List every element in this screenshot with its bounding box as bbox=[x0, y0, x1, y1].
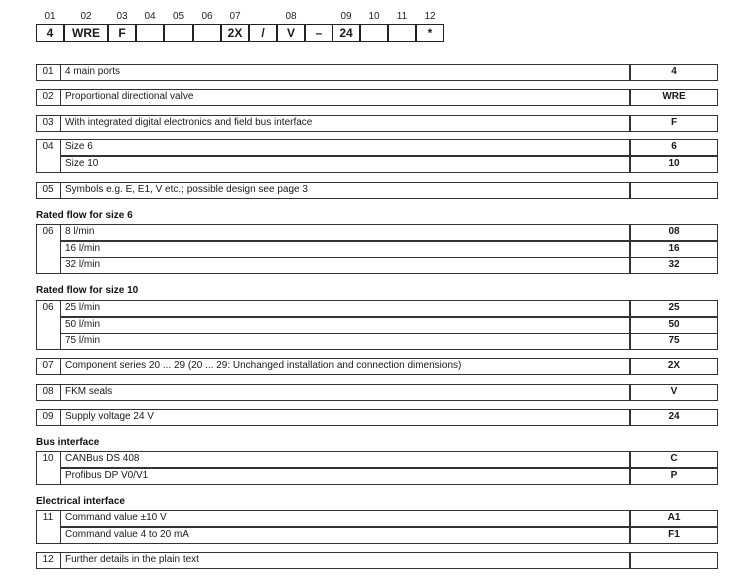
position-number: 06 bbox=[42, 226, 54, 237]
position-number: 10 bbox=[42, 453, 54, 464]
option-code-value: 50 bbox=[630, 317, 718, 334]
section-heading: Electrical interface bbox=[36, 496, 125, 507]
section-heading: Rated flow for size 6 bbox=[36, 210, 133, 221]
position-number: 09 bbox=[42, 411, 54, 422]
option-description: Command value 4 to 20 mA bbox=[60, 527, 630, 544]
option-description: 32 l/min bbox=[60, 257, 630, 274]
option-code-value: A1 bbox=[630, 510, 718, 527]
option-description: 4 main ports bbox=[60, 64, 630, 81]
code-box: WRE bbox=[64, 24, 108, 42]
option-group bbox=[36, 358, 718, 375]
option-code-value: 2X bbox=[630, 358, 718, 375]
position-number: 08 bbox=[42, 386, 54, 397]
position-number: 06 bbox=[42, 302, 54, 313]
option-code-value: 32 bbox=[630, 257, 718, 274]
code-separator: – bbox=[305, 24, 333, 42]
ordering-code-numbers bbox=[36, 11, 456, 23]
code-position-number: 01 bbox=[44, 11, 56, 22]
option-group bbox=[36, 552, 718, 569]
option-description: Profibus DP V0/V1 bbox=[60, 468, 630, 485]
option-description: Supply voltage 24 V bbox=[60, 409, 630, 426]
option-group bbox=[36, 384, 718, 401]
option-description: FKM seals bbox=[60, 384, 630, 401]
code-box bbox=[193, 24, 221, 42]
option-group bbox=[36, 115, 718, 132]
position-number: 12 bbox=[42, 554, 54, 565]
option-description: 25 l/min bbox=[60, 300, 630, 317]
code-position-number: 10 bbox=[368, 11, 380, 22]
option-code-value: F bbox=[630, 115, 718, 132]
option-code-value: V bbox=[630, 384, 718, 401]
position-number: 01 bbox=[42, 66, 54, 77]
option-description: Component series 20 ... 29 (20 ... 29: Unchanged installation and connection dimensions) bbox=[60, 358, 630, 375]
option-group bbox=[36, 64, 718, 81]
code-position-number: 12 bbox=[424, 11, 436, 22]
code-box bbox=[136, 24, 164, 42]
code-position-number: 06 bbox=[201, 11, 213, 22]
section-heading: Rated flow for size 10 bbox=[36, 285, 139, 296]
option-description: Proportional directional valve bbox=[60, 89, 630, 106]
option-description: CANBus DS 408 bbox=[60, 451, 630, 468]
option-code-value: 6 bbox=[630, 139, 718, 156]
code-box bbox=[360, 24, 388, 42]
position-number: 07 bbox=[42, 360, 54, 371]
code-position-number: 03 bbox=[116, 11, 128, 22]
ordering-code-boxes bbox=[36, 24, 456, 44]
code-box: 4 bbox=[36, 24, 64, 42]
option-code-value: 08 bbox=[630, 224, 718, 241]
code-box: 2X bbox=[221, 24, 249, 42]
option-group bbox=[36, 182, 718, 199]
option-code-value: 25 bbox=[630, 300, 718, 317]
option-group bbox=[36, 409, 718, 426]
code-position-number: 04 bbox=[144, 11, 156, 22]
position-number: 05 bbox=[42, 184, 54, 195]
option-code-value bbox=[630, 552, 718, 569]
option-code-value: 75 bbox=[630, 333, 718, 350]
code-position-number: 11 bbox=[396, 11, 408, 22]
option-group bbox=[36, 89, 718, 106]
option-description: With integrated digital electronics and field bus interface bbox=[60, 115, 630, 132]
option-group bbox=[36, 451, 718, 485]
position-number: 04 bbox=[42, 141, 54, 152]
code-box bbox=[164, 24, 193, 42]
option-description: 50 l/min bbox=[60, 317, 630, 334]
code-box: V bbox=[277, 24, 305, 42]
code-position-number: 07 bbox=[229, 11, 241, 22]
option-group bbox=[36, 139, 718, 173]
code-box bbox=[388, 24, 416, 42]
option-description: 75 l/min bbox=[60, 333, 630, 350]
code-position-number: 08 bbox=[285, 11, 297, 22]
option-code-value: 10 bbox=[630, 156, 718, 173]
code-position-number: 05 bbox=[172, 11, 185, 22]
code-box: 24 bbox=[332, 24, 360, 42]
code-position-number: 02 bbox=[80, 11, 92, 22]
option-group bbox=[36, 300, 718, 350]
option-code-value: P bbox=[630, 468, 718, 485]
code-box: * bbox=[416, 24, 444, 42]
option-code-value: C bbox=[630, 451, 718, 468]
option-description: Size 10 bbox=[60, 156, 630, 173]
option-description: Size 6 bbox=[60, 139, 630, 156]
option-code-value bbox=[630, 182, 718, 199]
option-description: Command value ±10 V bbox=[60, 510, 630, 527]
position-number: 03 bbox=[42, 117, 54, 128]
position-number: 11 bbox=[42, 512, 54, 523]
option-description: Further details in the plain text bbox=[60, 552, 630, 569]
option-code-value: 16 bbox=[630, 241, 718, 258]
option-group bbox=[36, 224, 718, 274]
option-code-value: WRE bbox=[630, 89, 718, 106]
section-heading: Bus interface bbox=[36, 437, 100, 448]
code-box: F bbox=[108, 24, 136, 42]
option-description: Symbols e.g. E, E1, V etc.; possible design see page 3 bbox=[60, 182, 630, 199]
code-separator: / bbox=[249, 24, 277, 42]
option-code-value: F1 bbox=[630, 527, 718, 544]
option-description: 16 l/min bbox=[60, 241, 630, 258]
option-code-value: 24 bbox=[630, 409, 718, 426]
code-position-number: 09 bbox=[340, 11, 352, 22]
position-number: 02 bbox=[42, 91, 54, 102]
option-description: 8 l/min bbox=[60, 224, 630, 241]
option-code-value: 4 bbox=[630, 64, 718, 81]
option-group bbox=[36, 510, 718, 544]
